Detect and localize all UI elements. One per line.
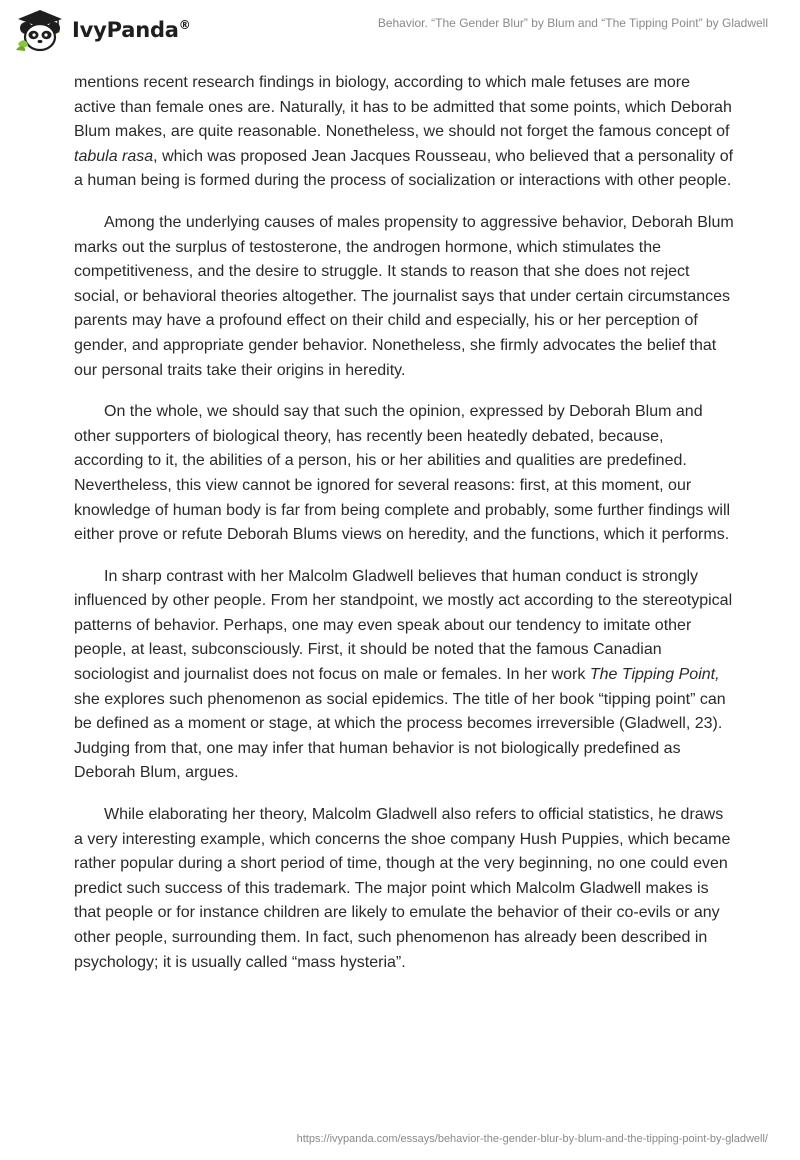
paragraph-text: While elaborating her theory, Malcolm Gladwell also refers to official statistics, he draws a very interesting example, which concerns the shoe company Hush Puppies, which became rather popular during a short period of time, though at the very beginning, no one could even predict such success of this trademark. The major point which Malcolm Gladwell makes is that people or for instance children are likely to emulate the behavior of their co-evils or any other people, surrounding them. In fact, such phenomenon has already been described in psychology; it is usually called “mass hysteria”. [74, 806, 731, 971]
essay-paragraph [74, 565, 734, 786]
paragraph-text: On the whole, we should say that such the opinion, expressed by Deborah Blum and other supporters of biological theory, has recently been heatedly debated, because, according to it, the abilities of a person, his or her abilities and qualities are predefined. Nevertheless, this view cannot be ignored for several reasons: first, at this moment, our knowledge of human body is far from being complete and probably, some further findings will either prove or refute Deborah Blums views on heredity, and the functions, which it performs. [74, 403, 731, 544]
essay-paragraph [74, 803, 734, 975]
paragraph-text: Among the underlying causes of males propensity to aggressive behavior, Deborah Blum marks out the surplus of testosterone, the androgen hormone, which stimulates the competitiveness, and the desire to struggle. It stands to reason that she does not reject social, or behavioral theories altogether. The journalist says that under certain circumstances parents may have a profound effect on their child and especially, his or her perception of gender, and appropriate gender behavior. Nonetheless, she firmly advocates the belief that our personal traits take their origins in heredity. [74, 213, 734, 379]
page-header [0, 0, 800, 60]
ivypanda-logo[interactable] [14, 8, 191, 52]
essay-paragraph [74, 400, 734, 548]
panda-graduate-icon [14, 8, 66, 52]
essay-body [74, 71, 734, 992]
registered-mark: ® [178, 18, 191, 32]
italic-title-text: tabula rasa [74, 147, 154, 165]
logo-name: IvyPanda [72, 18, 179, 42]
logo-text [72, 18, 191, 42]
essay-paragraph [74, 71, 734, 194]
paragraph-text: , which was proposed Jean Jacques Rousseau, who believed that a personality of a human being is formed during the process of socialization or interactions with other people. [74, 147, 734, 190]
document-title: Behavior. “The Gender Blur” by Blum and “The Tipping Point” by Gladwell [377, 16, 768, 30]
italic-title-text: The Tipping Point, [589, 666, 720, 684]
paragraph-text: In sharp contrast with her Malcolm Gladwell believes that human conduct is strongly influenced by other people. From her standpoint, we mostly act according to the stereotypical patterns of behavior. Perhaps, one may even speak about our tendency to imitate other people, at least, subconsciously. First, it should be noted that the famous Canadian sociologist and journalist does not focus on male or females. In her work [74, 567, 733, 684]
paragraph-text: she explores such phenomenon as social epidemics. The title of her book “tipping point” can be defined as a moment or stage, at which the process becomes irreversible (Gladwell, 23). Judging from that, one may infer that human behavior is not biologically predefined as Deborah Blum, argues. [74, 690, 726, 782]
source-url[interactable]: https://ivypanda.com/essays/behavior-the-gender-blur-by-blum-and-the-tipping-point-by-gladwell/ [296, 1133, 768, 1145]
paragraph-text: mentions recent research findings in biology, according to which male fetuses are more active than female ones are. Naturally, it has to be admitted that some points, which Deborah Blum makes, are quite reasonable. Nonetheless, we should not forget the famous concept of [74, 74, 732, 141]
essay-paragraph [74, 211, 734, 383]
